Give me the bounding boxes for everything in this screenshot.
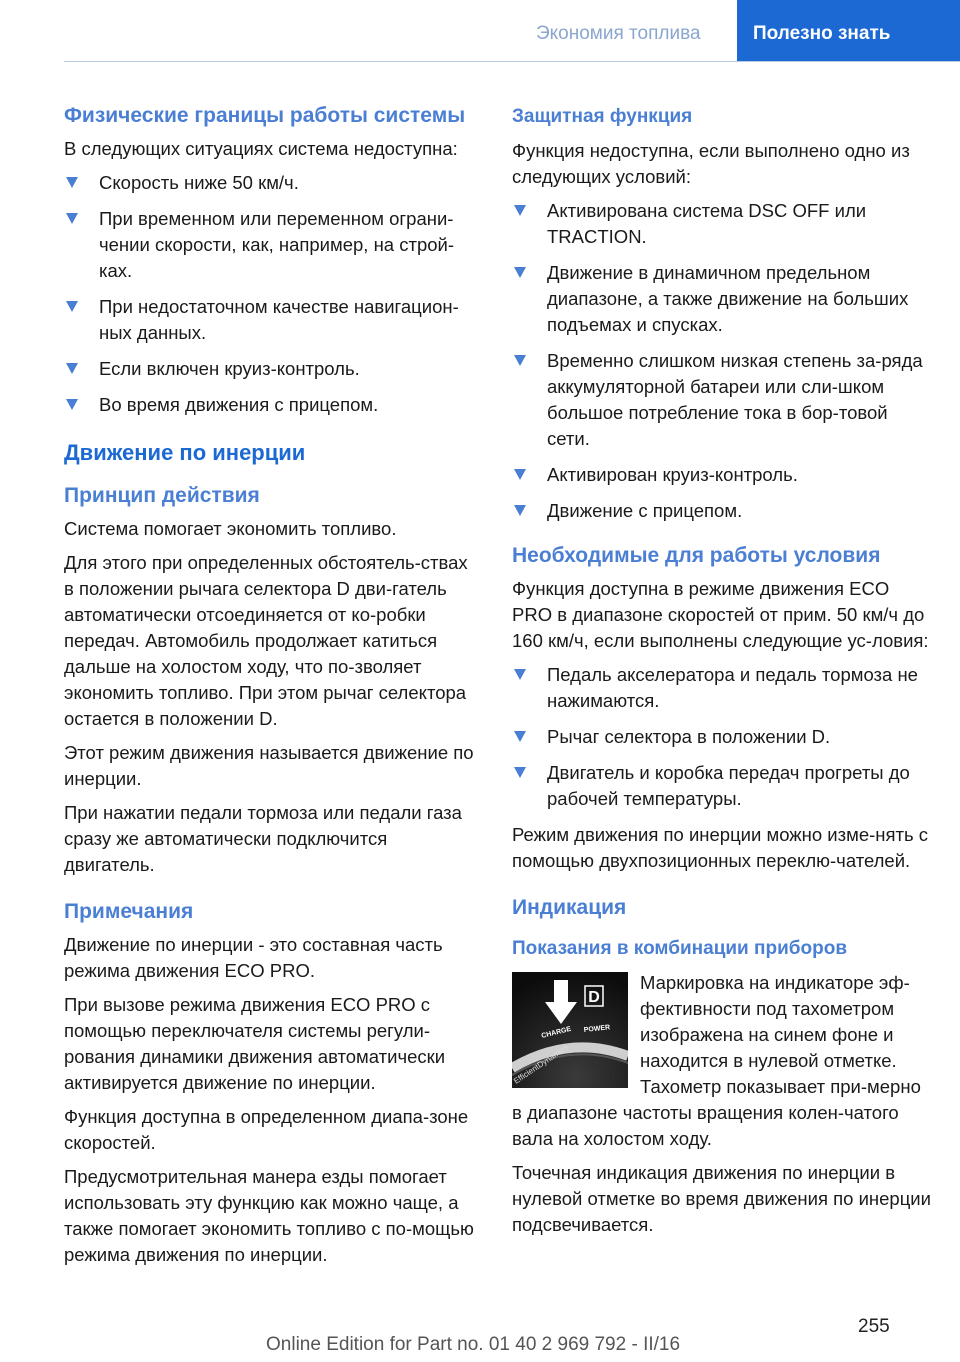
page-header: [0, 0, 960, 62]
triangle-bullet-icon: [66, 301, 78, 312]
paragraph-protect-intro: Функция недоступна, если выполнено одно из следующих условий:: [512, 140, 910, 187]
tab-active[interactable]: [737, 0, 960, 62]
triangle-bullet-icon: [514, 355, 526, 366]
paragraph-cluster-2: Точечная индикация движения по инерции в нулевой отметке во время движения по инерции подсвечивается.: [512, 1162, 931, 1235]
list-item: Движение в динамичном предельном диапазоне, а также движение на больших подъемах и спусках.: [512, 260, 932, 338]
heading-principle: Принцип действия: [64, 484, 260, 507]
list-item: Рычаг селектора в положении D.: [512, 724, 932, 750]
triangle-bullet-icon: [514, 469, 526, 480]
left-column: [64, 104, 480, 1276]
triangle-bullet-icon: [514, 669, 526, 680]
list-item: Во время движения с прицепом.: [64, 392, 480, 418]
list-protect: [512, 198, 932, 524]
list-conditions: [512, 662, 932, 812]
paragraph-notes-2: При вызове режима движения ECO PRO с помощью переключателя системы регули-рования динамики движения автоматически активируется движение по инерции.: [64, 994, 446, 1093]
tab-active-label: Полезно знать: [753, 23, 891, 44]
list-item: Активирована система DSC OFF или TRACTION.: [512, 198, 932, 250]
triangle-bullet-icon: [66, 363, 78, 374]
triangle-bullet-icon: [514, 505, 526, 516]
efficiency-gauge-image: [512, 972, 628, 1088]
paragraph-principle-4: При нажатии педали тормоза или педали газа сразу же автоматически подключится двигатель.: [64, 802, 462, 875]
paragraph-limits-intro: В следующих ситуациях система недоступна:: [64, 138, 458, 159]
triangle-bullet-icon: [514, 767, 526, 778]
efficiency-gauge-graphic: [512, 972, 628, 1088]
list-item: Двигатель и коробка передач прогреты до рабочей температуры.: [512, 760, 932, 812]
gauge-power-label: POWER: [583, 1024, 611, 1034]
right-column: [512, 104, 932, 1246]
list-item: Скорость ниже 50 км/ч.: [64, 170, 480, 196]
triangle-bullet-icon: [514, 267, 526, 278]
triangle-bullet-icon: [66, 399, 78, 410]
gauge-charge-label: CHARGE: [540, 1025, 572, 1040]
paragraph-conditions: Функция доступна в режиме движения ECO PRO в диапазоне скоростей от прим. 50 км/ч до 160 км/ч, если выполнены следующие ус-ловия:: [512, 578, 929, 651]
cluster-figure-block: [512, 970, 932, 1238]
triangle-bullet-icon: [514, 205, 526, 216]
paragraph-principle-1: Система помогает экономить топливо.: [64, 518, 397, 539]
list-item: При временном или переменном ограни-чении скорости, как, например, на строй-ках.: [64, 206, 480, 284]
list-item: Педаль акселератора и педаль тормоза не нажимаются.: [512, 662, 932, 714]
paragraph-cluster-1: Маркировка на индикаторе эф-фективности под тахометром изображена на синем фоне и находится в нулевой отметке. Тахометр показывает при-мерно в диапазоне частоты вращения колен-чатого вала на холостом ходу.: [512, 972, 921, 1149]
list-item: При недостаточном качестве навигацион-ных данных.: [64, 294, 480, 346]
heading-conditions: Необходимые для работы условия: [512, 544, 881, 567]
paragraph-notes-4: Предусмотрительная манера езды помогает использовать эту функцию как можно чаще, а также помогает экономить топливо с по-мощью режима движения по инерции.: [64, 1166, 474, 1265]
heading-instrument-cluster: Показания в комбинации приборов: [512, 938, 848, 959]
triangle-bullet-icon: [514, 731, 526, 742]
edition-footer: Online Edition for Part no. 01 40 2 969 792 - II/16: [266, 1334, 681, 1355]
heading-coasting: Движение по инерции: [64, 440, 306, 465]
header-divider: [64, 61, 960, 62]
list-limits: [64, 170, 480, 418]
list-item: Временно слишком низкая степень за-ряда аккумуляторной батареи или сли-шком большое потребление тока в бор-товой сети.: [512, 348, 932, 452]
list-item: Движение с прицепом.: [512, 498, 932, 524]
list-item: Активирован круиз-контроль.: [512, 462, 932, 488]
heading-notes: Примечания: [64, 900, 194, 923]
triangle-bullet-icon: [66, 177, 78, 188]
page-number: 255: [858, 1316, 890, 1337]
paragraph-conditions-2: Режим движения по инерции можно изме-нять с помощью двухпозиционных переклю-чателей.: [512, 824, 929, 871]
list-item: Если включен круиз-контроль.: [64, 356, 480, 382]
heading-indication: Индикация: [512, 896, 627, 919]
section-label[interactable]: Экономия топлива: [536, 23, 701, 44]
paragraph-notes-3: Функция доступна в определенном диапа-зоне скоростей.: [64, 1106, 469, 1153]
paragraph-principle-3: Этот режим движения называется движение по инерции.: [64, 742, 474, 789]
gauge-brand-label: EfficientDynamics: [512, 1042, 570, 1086]
paragraph-notes-1: Движение по инерции - это составная часть режима движения ECO PRO.: [64, 934, 443, 981]
paragraph-principle-2: Для этого при определенных обстоятель-ствах в положении рычага селектора D дви-гатель автоматически отсоединяется от ко-робки передач. Автомобиль продолжает катиться дальше на холостом ходу, что по-зволяет экономить топливо. При этом рычаг селектора остается в положении D.: [64, 552, 468, 729]
heading-protective-function: Защитная функция: [512, 106, 693, 127]
heading-system-limits: Физические границы работы системы: [64, 104, 466, 127]
triangle-bullet-icon: [66, 213, 78, 224]
gear-indicator: D: [588, 989, 600, 1006]
